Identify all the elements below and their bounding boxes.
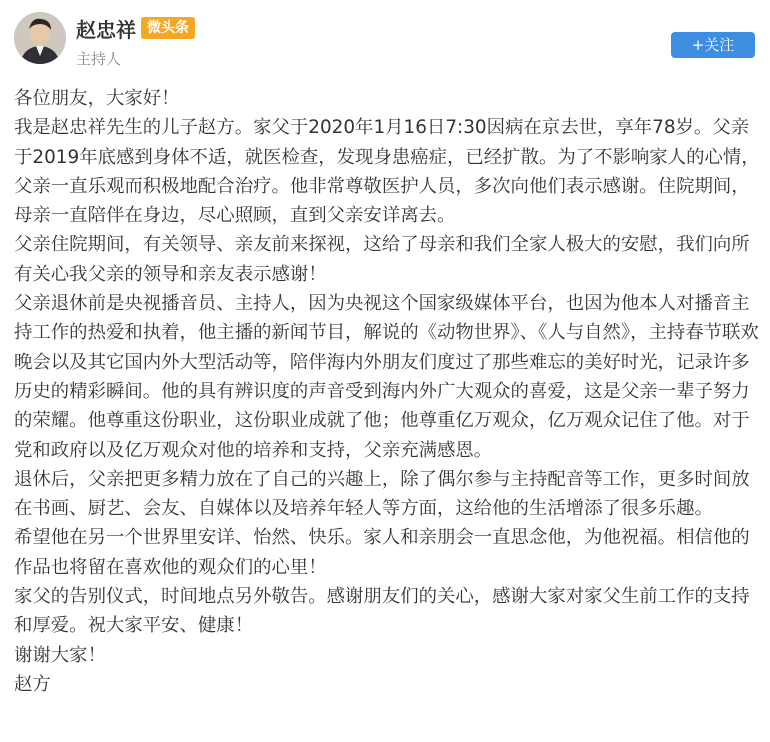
paragraph-announcement: 我是赵忠祥先生的儿子赵方。家父于2020年1月16日7:30因病在京去世，享年78岁。父亲于2019年底感到身体不适，就医检查，发现身患癌症，已经扩散。为了不影响家人的心情，父亲一直乐观而积极地配合治疗。他非常尊敬医护人员，多次向他们表示感谢。住院期间，母亲一直陪伴在身边，尽心照顾，直到父亲安详离去。	[14, 117, 760, 227]
post-header	[0, 0, 770, 80]
weitoutiao-badge: 微头条	[141, 17, 195, 39]
author-role: 主持人	[76, 50, 122, 68]
paragraph-wishes: 希望他在另一个世界里安详、怡然、快乐。家人和亲朋会一直思念他，为他祝福。相信他的作品也将留在喜欢他的观众们的心里！	[14, 527, 750, 578]
paragraph-closing: 谢谢大家！	[14, 644, 106, 666]
author-name[interactable]: 赵忠祥	[76, 18, 136, 42]
paragraph-thanks-visitors: 父亲住院期间，有关领导、亲友前来探视，这给了母亲和我们全家人极大的安慰，我们向所有关心我父亲的领导和亲友表示感谢！	[14, 234, 750, 285]
paragraph-greeting: 各位朋友，大家好！	[14, 88, 180, 109]
follow-button[interactable]: +关注	[671, 32, 755, 58]
paragraph-career: 父亲退休前是央视播音员、主持人，因为央视这个国家级媒体平台，也因为他本人对播音主持工作的热爱和执着，他主播的新闻节目，解说的《动物世界》、《人与自然》，主持春节联欢晚会以及其它国内外大型活动等，陪伴海内外朋友们度过了那些难忘的美好时光，记录许多历史的精彩瞬间。他的具有辨识度的声音受到海内外广大观众的喜爱，这是父亲一辈子努力的荣耀。他尊重这份职业，这份职业成就了他；他尊重亿万观众，亿万观众记住了他。对于党和政府以及亿万观众对他的培养和支持，父亲充满感恩。	[14, 293, 759, 461]
paragraph-retirement: 退休后，父亲把更多精力放在了自己的兴趣上，除了偶尔参与主持配音等工作，更多时间放在书画、厨艺、会友、自媒体以及培养年轻人等方面，这给他的生活增添了很多乐趣。	[14, 468, 750, 520]
avatar-portrait-icon	[14, 12, 66, 64]
post-body	[14, 84, 762, 699]
paragraph-signature: 赵方	[14, 673, 51, 695]
paragraph-funeral-notice: 家父的告别仪式，时间地点另外敬告。感谢朋友们的关心，感谢大家对家父生前工作的支持和厚爱。祝大家平安、健康！	[14, 586, 750, 637]
avatar[interactable]	[14, 12, 66, 64]
